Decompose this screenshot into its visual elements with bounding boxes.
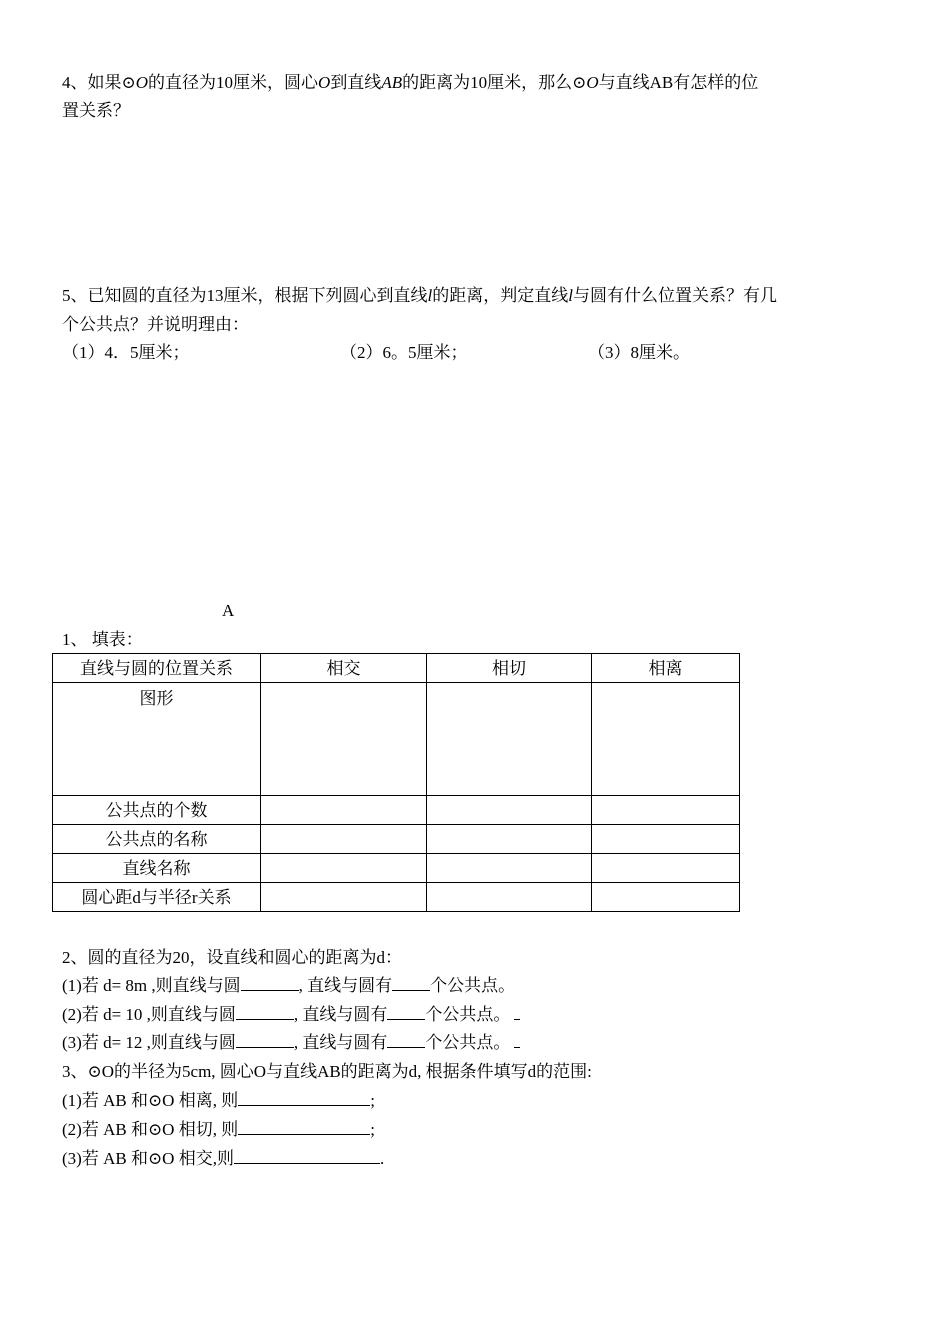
answer-cell[interactable]	[592, 683, 740, 796]
q3-line-2	[62, 1116, 375, 1143]
question-4	[62, 69, 758, 96]
answer-cell[interactable]	[592, 854, 740, 883]
answer-blank[interactable]	[238, 1116, 370, 1135]
header-cell: 相交	[261, 654, 427, 683]
q3-line-3-end: .	[379, 1149, 385, 1168]
header-cell: 直线与圆的位置关系	[53, 654, 261, 683]
q5-l-2: l	[568, 286, 573, 305]
q2-line-1-text: (1)若 d= 8m ,则直线与圆	[62, 976, 241, 995]
answer-blank[interactable]	[234, 1145, 380, 1164]
q5-text-2: 的距离，判定直线	[432, 286, 569, 305]
answer-blank[interactable]	[392, 972, 430, 991]
q3-line-2-text: (2)若 AB 和⊙O 相切, 则	[62, 1120, 239, 1139]
fill-table	[52, 653, 740, 912]
q2-title: 2、圆的直径为20，设直线和圆心的距离为d：	[62, 948, 402, 967]
q3-title: 3、⊙O的半径为5cm, 圆心O与直线AB的距离为d, 根据条件填写d的范围:	[62, 1062, 592, 1081]
q4-o-2: O	[318, 73, 331, 92]
answer-blank[interactable]	[236, 1029, 294, 1048]
answer-cell[interactable]	[592, 825, 740, 854]
header-cell: 相离	[592, 654, 740, 683]
q4-ab: AB	[381, 73, 403, 92]
answer-cell[interactable]	[592, 796, 740, 825]
q2-line-1-end: 个公共点。	[430, 976, 516, 995]
section-a-title: A	[222, 601, 235, 620]
q4-line-2: 置关系？	[62, 101, 130, 120]
q5-option-2: （2）6。5厘米；	[340, 343, 468, 362]
answer-cell[interactable]	[261, 796, 427, 825]
q5-option-3: （3）8厘米。	[588, 343, 690, 362]
answer-cell[interactable]	[261, 883, 427, 912]
row-label: 公共点的个数	[53, 796, 261, 825]
answer-cell[interactable]	[427, 883, 592, 912]
table-row	[53, 854, 740, 883]
q4-o-3: O	[586, 73, 599, 92]
table-row	[53, 683, 740, 796]
q3-line-3	[62, 1145, 384, 1172]
answer-blank[interactable]	[238, 1087, 370, 1106]
answer-cell[interactable]	[592, 883, 740, 912]
q3-line-1-text: (1)若 AB 和⊙O 相离, 则	[62, 1091, 239, 1110]
trailing-blank	[514, 1001, 520, 1020]
q4-text-1: 如果⊙	[87, 73, 136, 92]
row-label: 图形	[53, 683, 261, 796]
q4-text-5: 与直线AB有怎样的位	[598, 73, 759, 92]
answer-blank[interactable]	[236, 1001, 294, 1020]
q4-text-2: 的直径为10厘米，圆心	[148, 73, 319, 92]
question-5	[62, 282, 777, 309]
q1-title: 1、 填表：	[62, 630, 143, 649]
q4-number: 4、	[62, 73, 88, 92]
q5-line-2: 个公共点？并说明理由：	[62, 315, 249, 334]
table-row	[53, 825, 740, 854]
q4-text-3: 到直线	[330, 73, 382, 92]
q2-line-1	[62, 972, 515, 999]
table-row	[53, 883, 740, 912]
q5-text-1: 5、已知圆的直径为13厘米，根据下列圆心到直线	[62, 286, 428, 305]
q2-line-3-end: 个公共点。	[425, 1033, 511, 1052]
q5-l-1: l	[427, 286, 433, 305]
trailing-blank	[514, 1029, 520, 1048]
answer-cell[interactable]	[261, 825, 427, 854]
answer-blank[interactable]	[387, 1029, 425, 1048]
row-label: 圆心距d与半径r关系	[53, 883, 261, 912]
answer-blank[interactable]	[241, 972, 299, 991]
q2-line-2-text: (2)若 d= 10 ,则直线与圆	[62, 1005, 236, 1024]
answer-blank[interactable]	[387, 1001, 425, 1020]
q3-line-1-end: ;	[370, 1091, 375, 1110]
answer-cell[interactable]	[261, 683, 427, 796]
q2-line-3-mid: , 直线与圆有	[293, 1033, 388, 1052]
q3-line-1	[62, 1087, 375, 1114]
table-header-row	[53, 654, 740, 683]
q5-option-1: （1）4．5厘米；	[62, 343, 190, 362]
answer-cell[interactable]	[427, 796, 592, 825]
q2-line-3-text: (3)若 d= 12 ,则直线与圆	[62, 1033, 236, 1052]
q5-text-3: 与圆有什么位置关系？有几	[572, 286, 777, 305]
q2-line-2	[62, 1001, 520, 1028]
q2-line-3	[62, 1029, 520, 1056]
q2-line-1-mid: , 直线与圆有	[298, 976, 393, 995]
q2-line-2-mid: , 直线与圆有	[293, 1005, 388, 1024]
answer-cell[interactable]	[261, 854, 427, 883]
row-label: 直线名称	[53, 854, 261, 883]
q2-line-2-end: 个公共点。	[425, 1005, 511, 1024]
answer-cell[interactable]	[427, 825, 592, 854]
header-cell: 相切	[427, 654, 592, 683]
q4-o-1: O	[135, 73, 149, 92]
q3-line-2-end: ;	[370, 1120, 375, 1139]
q3-line-3-text: (3)若 AB 和⊙O 相交,则	[62, 1149, 234, 1168]
answer-cell[interactable]	[427, 683, 592, 796]
q4-text-4: 的距离为10厘米，那么⊙	[402, 73, 587, 92]
table-row	[53, 796, 740, 825]
row-label: 公共点的名称	[53, 825, 261, 854]
answer-cell[interactable]	[427, 854, 592, 883]
